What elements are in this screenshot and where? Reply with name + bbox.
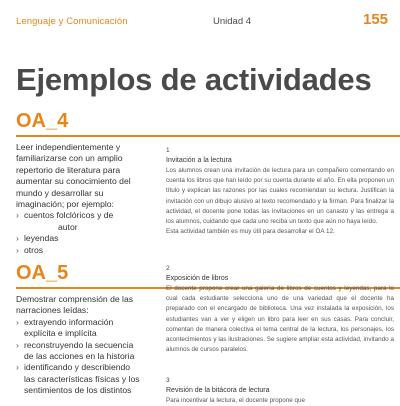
- oa-4-objective: [16, 142, 141, 256]
- oa-5-bullet: › identificando y describiendo las características físicas y los sentimientos de los distintos: [16, 362, 141, 396]
- activity-number: 2: [166, 265, 170, 272]
- oa-5-bullets: [16, 317, 141, 397]
- oa-4-bullets: [16, 210, 141, 256]
- oa-5-objective: [16, 294, 141, 397]
- oa-4-bullet: › cuentos folclóricos y de: [16, 210, 141, 221]
- activity-body: El docente propone crear una galería de libros de cuentos y leyendas, para lo cual cada estudiante selecciona uno de una variedad que el docente ha preparado con el encargado de biblioteca. Una vez instalada la exposición, los estudiantes van a ver y eligen un libro para leer en sus casas. Para concluir, comentan de manera colectiva el tema central de la lectura, los personajes, los acontecimientos y las ilustraciones. Se sugiere ampliar esta actividad, invitando a alumnos de cursos paralelos.: [166, 285, 394, 354]
- oa-4-intro: Leer independientemente y familiarizarse con un amplio repertorio de literatura para aumentar su conocimiento del mundo y desarrollar su imaginación; por ejemplo:: [16, 142, 131, 210]
- oa-4-bullet: › leyendas: [16, 233, 141, 244]
- activity-title: Exposición de libros: [166, 275, 229, 282]
- oa-5-intro: Demostrar comprensión de las narraciones leídas:: [16, 294, 134, 316]
- oa-5-bullet: › extrayendo información explícita e implícita: [16, 317, 141, 340]
- unit-label: Unidad 4: [213, 16, 252, 27]
- subject-label: Lenguaje y Comunicación: [16, 16, 128, 27]
- oa-4-bullet: › otros: [16, 245, 141, 256]
- activity-1: [166, 146, 394, 237]
- oa-4-divider: [16, 135, 400, 137]
- oa-5-code: OA_5: [16, 262, 69, 284]
- activity-title: Invitación a la lectura: [166, 157, 232, 164]
- oa-4-code: OA_4: [16, 110, 69, 132]
- oa-5-bullet: › reconstruyendo la secuencia de las acciones en la historia: [16, 340, 141, 363]
- activity-3: [166, 376, 394, 406]
- activity-reference: Esta actividad también es muy útil para desarrollar el OA 12.: [166, 228, 335, 236]
- page-title: Ejemplos de actividades: [16, 62, 372, 97]
- activity-number: 3: [166, 377, 170, 384]
- activity-body: Para incentivar la lectura, el docente propone que: [166, 397, 305, 404]
- oa-4-bullet-continuation: autor: [58, 221, 78, 232]
- activity-number: 1: [166, 147, 170, 154]
- activity-2: [166, 264, 394, 355]
- activity-title: Revisión de la bitácora de lectura: [166, 387, 270, 394]
- page-number: 155: [363, 11, 389, 28]
- activity-body: Los alumnos crean una invitación de lectura para un compañero comentando en cuenta los libros que han leído por su cuenta durante el año. En ella proponen un título y explican las razones por las cuales recomiendan su lectura. Justifican la invitación con un dibujo alusivo al texto recomendado y la firman. Para finalizar la actividad, el docente pone todas las invitaciones en un canasto y las entrega a los alumnos, cuidando que cada uno reciba un texto que aún no haya leído.: [166, 167, 394, 226]
